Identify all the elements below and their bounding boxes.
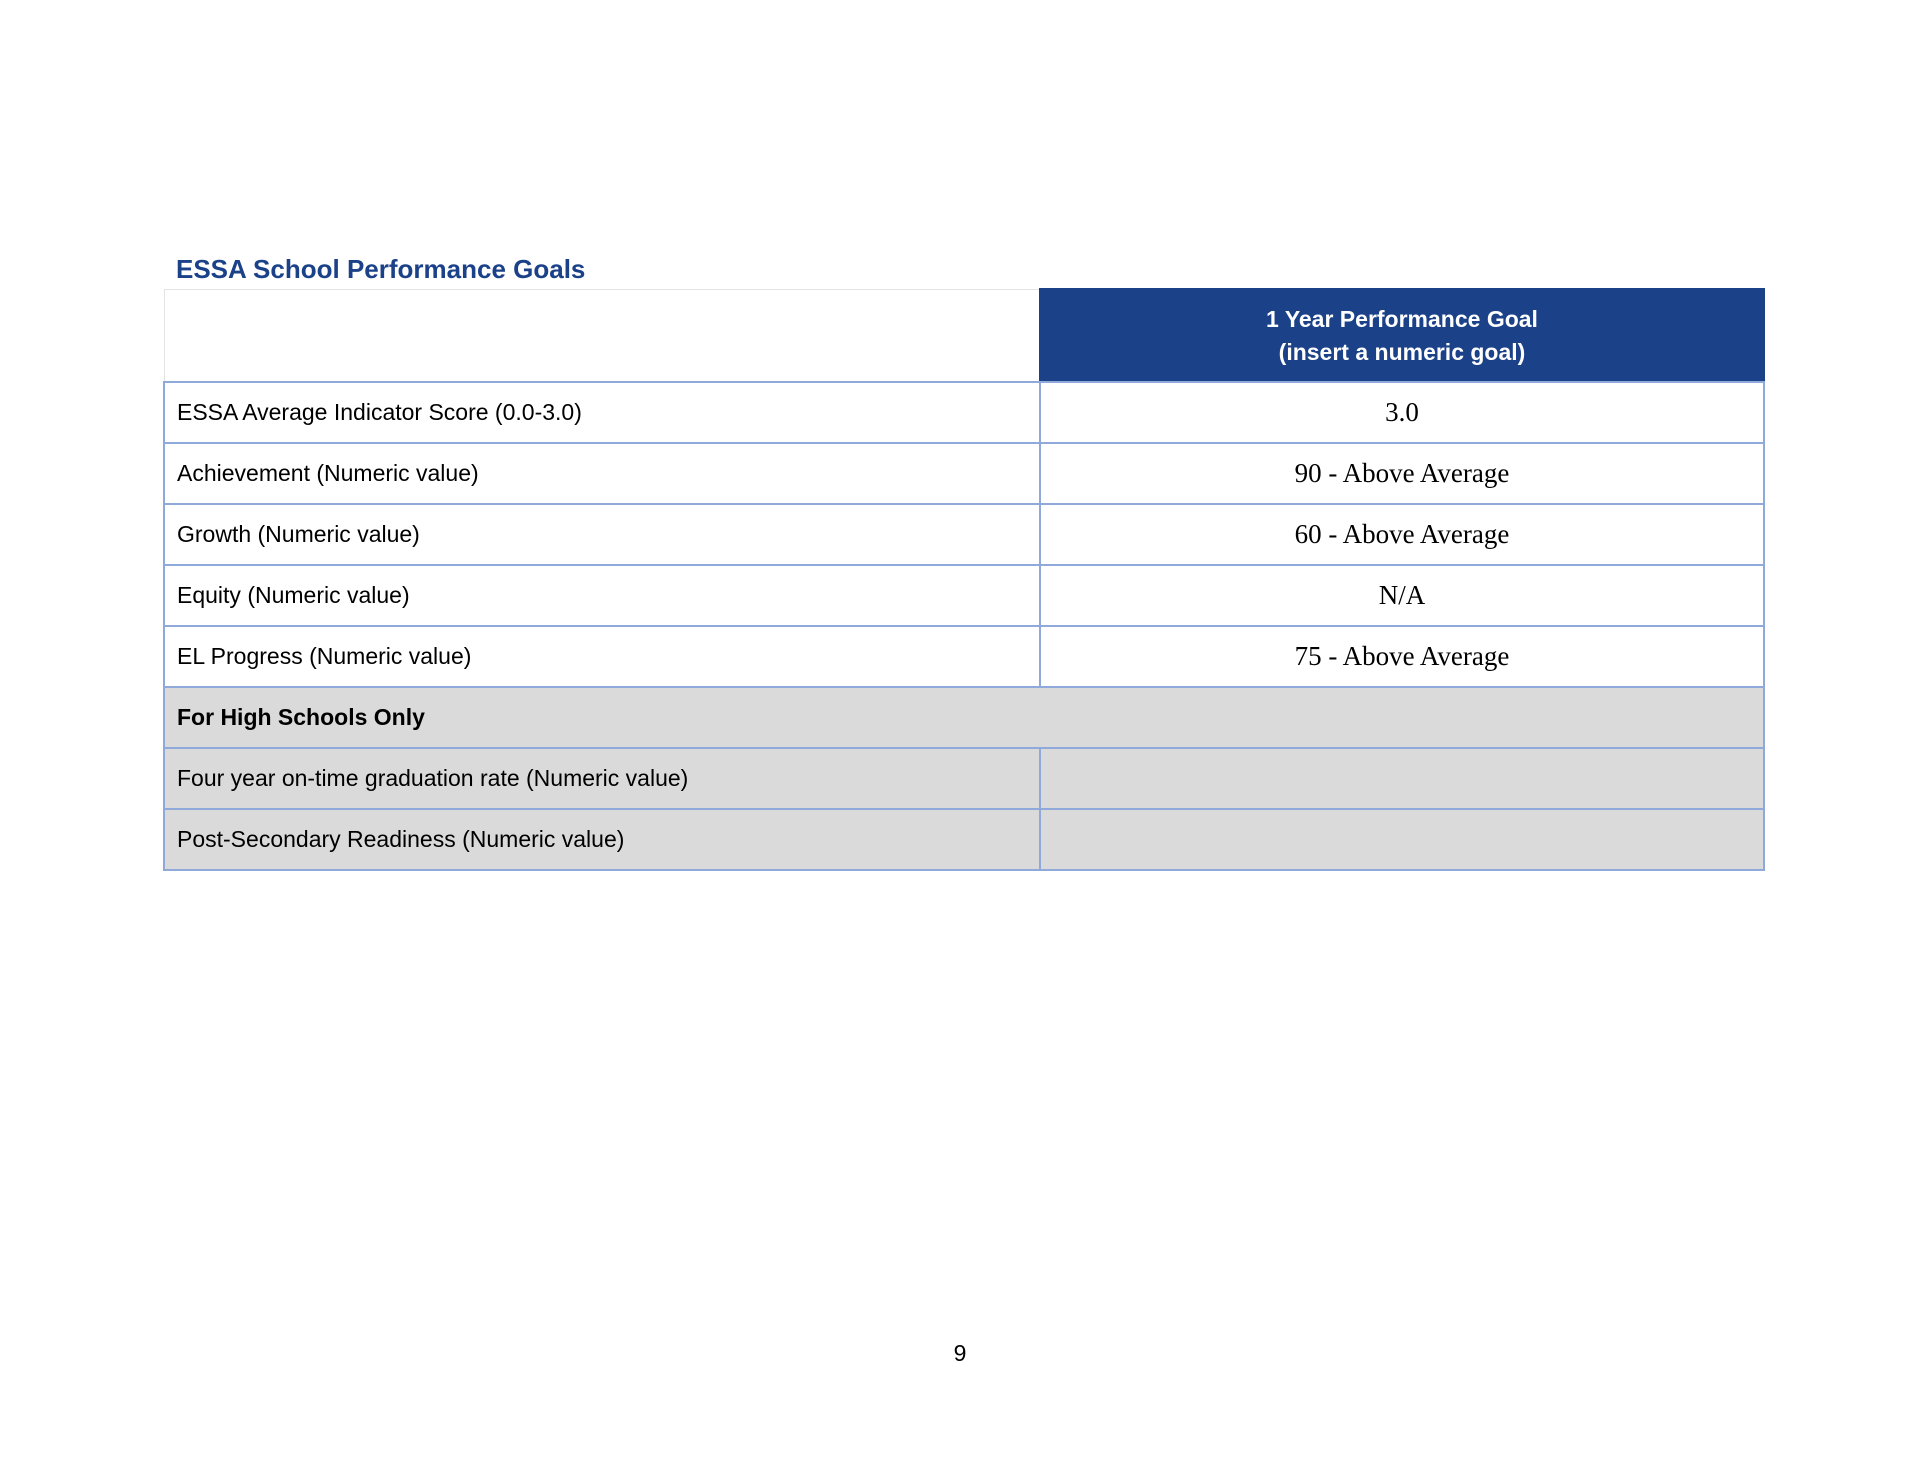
table-row bbox=[164, 626, 1764, 687]
goal-column-header bbox=[1040, 289, 1764, 382]
section-title: ESSA School Performance Goals bbox=[176, 254, 586, 284]
high-school-heading-row bbox=[164, 687, 1764, 748]
row-label: Growth (Numeric value) bbox=[164, 504, 1040, 565]
row-label: Post-Secondary Readiness (Numeric value) bbox=[164, 809, 1040, 870]
row-goal-value: 3.0 bbox=[1040, 382, 1764, 443]
table-row bbox=[164, 748, 1764, 809]
row-goal-value: N/A bbox=[1040, 565, 1764, 626]
table-row bbox=[164, 809, 1764, 870]
row-goal-value: 75 - Above Average bbox=[1040, 626, 1764, 687]
row-label: Achievement (Numeric value) bbox=[164, 443, 1040, 504]
row-label: EL Progress (Numeric value) bbox=[164, 626, 1040, 687]
performance-goals-table bbox=[163, 288, 1765, 871]
high-school-heading: For High Schools Only bbox=[164, 687, 1764, 748]
goal-header-line2: (insert a numeric goal) bbox=[1278, 338, 1526, 365]
header-blank-cell bbox=[164, 289, 1040, 382]
row-label: ESSA Average Indicator Score (0.0-3.0) bbox=[164, 382, 1040, 443]
table-row bbox=[164, 565, 1764, 626]
row-goal-value bbox=[1040, 748, 1764, 809]
table-row bbox=[164, 504, 1764, 565]
table-header-row bbox=[164, 289, 1764, 382]
row-goal-value bbox=[1040, 809, 1764, 870]
row-label: Four year on-time graduation rate (Numeric value) bbox=[164, 748, 1040, 809]
row-goal-value: 60 - Above Average bbox=[1040, 504, 1764, 565]
page-number: 9 bbox=[953, 1340, 967, 1366]
table-row bbox=[164, 443, 1764, 504]
row-goal-value: 90 - Above Average bbox=[1040, 443, 1764, 504]
table-row bbox=[164, 382, 1764, 443]
row-label: Equity (Numeric value) bbox=[164, 565, 1040, 626]
goal-header-line1: 1 Year Performance Goal bbox=[1266, 305, 1538, 332]
